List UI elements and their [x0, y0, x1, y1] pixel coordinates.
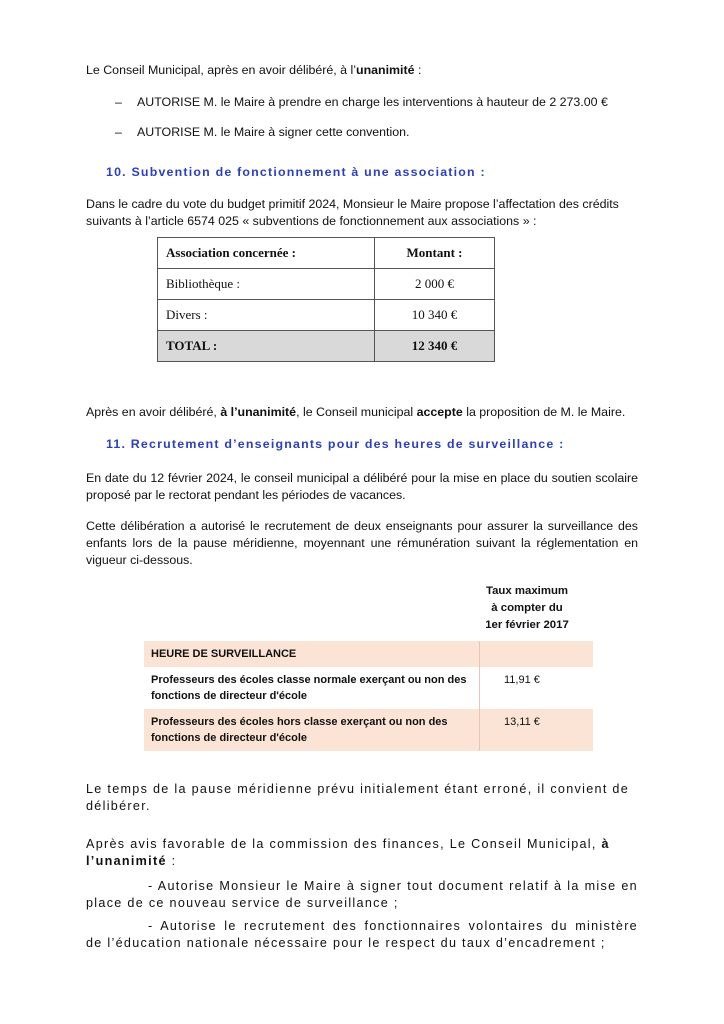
- association-cell: Bibliothèque :: [158, 269, 375, 300]
- intro-text: Le Conseil Municipal, après en avoir délibéré, à l’: [86, 63, 356, 77]
- header-association: Association concernée :: [158, 238, 375, 269]
- total-amount: 12 340 €: [375, 331, 495, 362]
- paragraph-text: Après avis favorable de la commission des finances, Le Conseil Municipal,: [86, 837, 602, 851]
- subsidy-table: [157, 237, 495, 362]
- section-10-paragraph: Dans le cadre du vote du budget primitif 2024, Monsieur le Maire propose l’affectation des crédits suivants à l’article 6574 025 « subventions de fonctionnement aux associations » :: [86, 197, 619, 228]
- section-10-heading: 10. Subvention de fonctionnement à une association :: [106, 165, 486, 179]
- table-row: [158, 269, 495, 300]
- bullet-text: AUTORISE M. le Maire à signer cette convention.: [137, 125, 410, 139]
- bullet-dash: –: [115, 95, 122, 109]
- rate-column-header: Taux maximum à compter du 1er février 2017: [485, 585, 569, 631]
- table-row: [158, 300, 495, 331]
- table-header-row: [158, 238, 495, 269]
- section-11-heading: 11. Recrutement d’enseignants pour des heures de surveillance :: [106, 437, 565, 451]
- teacher-category: Professeurs des écoles classe normale exerçant ou non des fonctions de directeur d'école: [144, 667, 480, 709]
- header-amount: Montant :: [375, 238, 495, 269]
- section-11-paragraph-2: Cette délibération a autorisé le recrutement de deux enseignants pour assurer la surveillance des enfants lors de la pause méridienne, moyennant une rémunération suivant la réglementation en vigueur ci-dessous.: [86, 519, 638, 567]
- teacher-category: Professeurs des écoles hors classe exerçant ou non des fonctions de directeur d'école: [144, 709, 480, 751]
- intro-colon: :: [414, 63, 422, 77]
- section-11-paragraph-4: [86, 836, 638, 870]
- rate-value: 13,11 €: [480, 709, 594, 751]
- paragraph-text: :: [166, 854, 177, 868]
- bullet-item: [115, 95, 608, 109]
- paragraph-bold-unanimity: à l’unanimité: [86, 837, 610, 868]
- decision-text: la proposition de M. le Maire.: [462, 405, 626, 419]
- association-cell: Divers :: [158, 300, 375, 331]
- rate-value: 11,91 €: [480, 667, 594, 709]
- total-label: TOTAL :: [158, 331, 375, 362]
- bullet-item: [115, 125, 409, 139]
- decision-text: , le Conseil municipal: [296, 405, 417, 419]
- amount-cell: 10 340 €: [375, 300, 495, 331]
- decision-bold-accepte: accepte: [416, 405, 463, 419]
- bullet-text: AUTORISE M. le Maire à prendre en charge les interventions à hauteur de 2 273.00 €: [137, 95, 608, 109]
- section-10-decision: [86, 404, 638, 421]
- section-11-paragraph-1: En date du 12 février 2024, le conseil municipal a délibéré pour la mise en place du soutien scolaire proposé par le rectorat pendant les périodes de vacances.: [86, 471, 638, 502]
- intro-bold: unanimité: [356, 63, 415, 77]
- section-11-paragraph-3: Le temps de la pause méridienne prévu initialement étant erroné, il convient de délibérer.: [86, 782, 630, 813]
- table-total-row: [158, 331, 495, 362]
- decision-bold-unanimity: à l’unanimité: [220, 405, 297, 419]
- table-row: [144, 667, 593, 709]
- amount-cell: 2 000 €: [375, 269, 495, 300]
- table-header-row: [144, 641, 593, 667]
- bullet-dash: –: [115, 125, 122, 139]
- decision-item: - Autorise le recrutement des fonctionnaires volontaires du ministère de l’éducation nationale nécessaire pour le respect du taux d’encadrement ;: [86, 919, 638, 950]
- decision-text: Après en avoir délibéré,: [86, 405, 221, 419]
- surveillance-header: HEURE DE SURVEILLANCE: [144, 641, 480, 667]
- decision-item: - Autorise Monsieur le Maire à signer tout document relatif à la mise en place de ce nouveau service de surveillance ;: [86, 879, 638, 910]
- empty-rate-cell: [480, 641, 594, 667]
- intro-paragraph: [86, 62, 638, 79]
- surveillance-rates-table: [144, 641, 593, 751]
- table-row: [144, 709, 593, 751]
